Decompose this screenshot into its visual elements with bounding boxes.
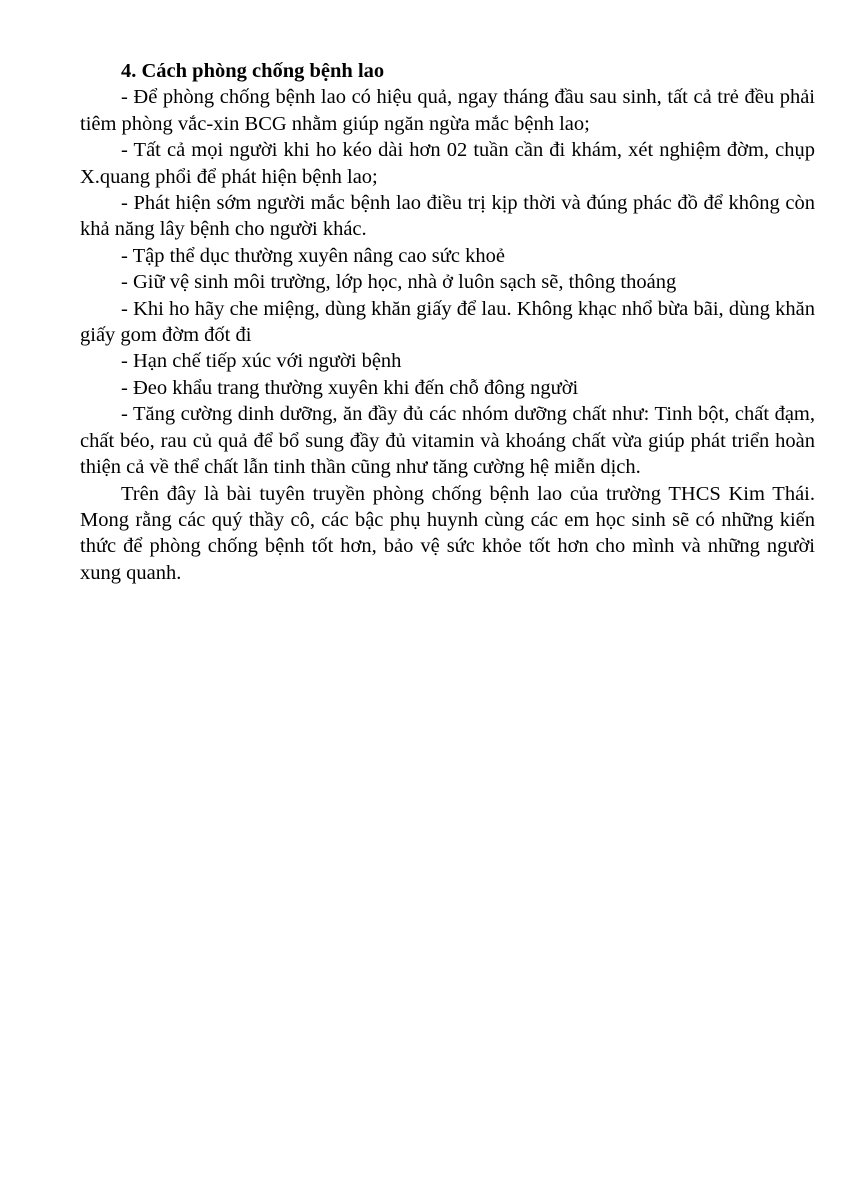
paragraph-hygiene: - Giữ vệ sinh môi trường, lớp học, nhà ở luôn sạch sẽ, thông thoáng	[121, 271, 677, 294]
section-heading: 4. Cách phòng chống bệnh lao	[121, 60, 385, 82]
paragraph-mask: - Đeo khẩu trang thường xuyên khi đến chỗ đông người	[121, 376, 579, 399]
paragraph-nutrition: - Tăng cường dinh dưỡng, ăn đầy đủ các nhóm dưỡng chất như: Tinh bột, chất đạm, chất béo, rau củ quả để bổ sung đầy đủ vitamin và khoáng chất vừa giúp phát triển hoàn thiện cả về thể chất lẫn tinh thần cũng như tăng cường hệ miễn dịch.	[80, 403, 815, 479]
paragraph-vaccination: - Để phòng chống bệnh lao có hiệu quả, ngay tháng đầu sau sinh, tất cả trẻ đều phải tiêm phòng vắc-xin BCG nhằm giúp ngăn ngừa mắc bệnh lao;	[80, 86, 815, 135]
paragraph-early-detection: - Phát hiện sớm người mắc bệnh lao điều trị kịp thời và đúng phác đồ để không còn khả năng lây bệnh cho người khác.	[80, 192, 815, 241]
paragraph-exercise: - Tập thể dục thường xuyên nâng cao sức khoẻ	[121, 244, 505, 267]
paragraph-screening: - Tất cả mọi người khi ho kéo dài hơn 02 tuần cần đi khám, xét nghiệm đờm, chụp X.quang phổi để phát hiện bệnh lao;	[80, 139, 815, 188]
paragraph-closing: Trên đây là bài tuyên truyền phòng chống bệnh lao của trường THCS Kim Thái. Mong rằng các quý thầy cô, các bậc phụ huynh cùng các em học sinh sẽ có những kiến thức để phòng chống bệnh tốt hơn, bảo vệ sức khỏe tốt hơn cho mình và những người xung quanh.	[80, 482, 815, 584]
paragraph-cough-etiquette: - Khi ho hãy che miệng, dùng khăn giấy để lau. Không khạc nhổ bừa bãi, dùng khăn giấy gom đờm đốt đi	[80, 297, 815, 347]
paragraph-limit-contact: - Hạn chế tiếp xúc với người bệnh	[121, 350, 402, 373]
